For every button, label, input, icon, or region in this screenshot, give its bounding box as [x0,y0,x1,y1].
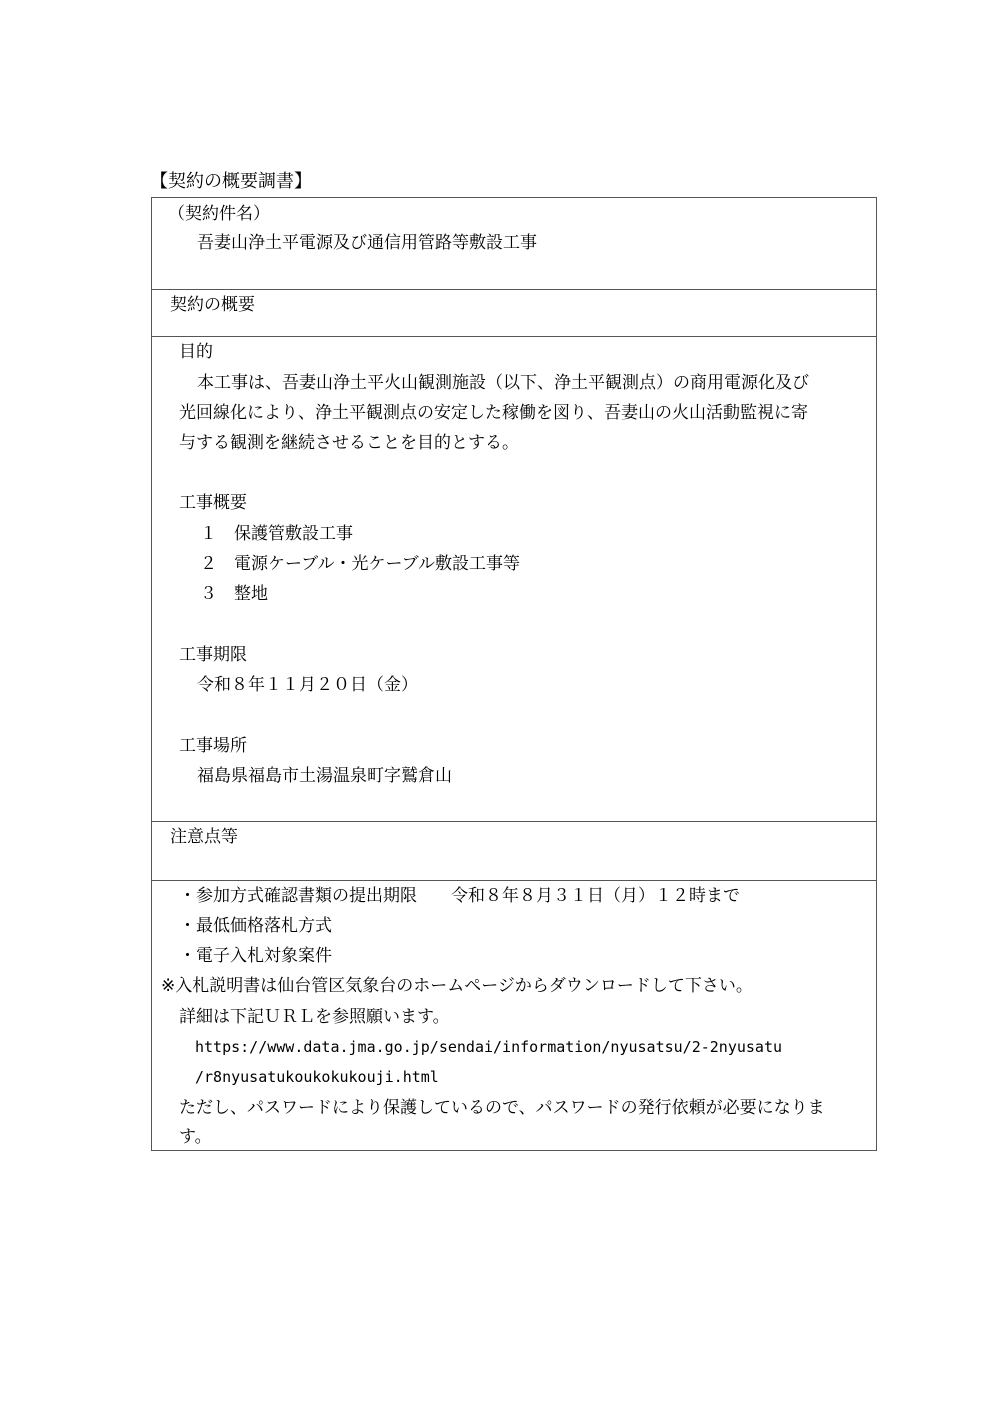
notes-url-line: https://www.data.jma.go.jp/sendai/information/nyusatsu/2-2nyusatu [195,1038,782,1056]
notes-header: 注意点等 [170,827,238,847]
document-heading: 【契約の概要調書】 [150,171,312,192]
work-summary-item: ２ 電源ケーブル・光ケーブル敷設工事等 [200,554,520,574]
notes-detail: 詳細は下記ＵＲＬを参照願います。 [179,1007,450,1027]
purpose-line: 本工事は、吾妻山浄土平火山観測施設（以下、浄土平観測点）の商用電源化及び [197,373,809,393]
contract-summary-table [151,197,877,1151]
notes-bullet: ・最低価格落札方式 [179,916,332,936]
work-summary-item: １ 保護管敷設工事 [200,524,353,544]
divider [152,289,876,290]
notes-password-line: す。 [179,1127,212,1147]
deadline-label: 工事期限 [179,645,247,665]
deadline-value: 令和８年１１月２０日（金） [197,675,418,695]
work-summary-label: 工事概要 [179,493,247,513]
work-summary-item: ３ 整地 [200,584,268,604]
divider [152,821,876,822]
overview-header: 契約の概要 [170,295,255,315]
purpose-line: 光回線化により、浄土平観測点の安定した稼働を図り、吾妻山の火山活動監視に寄 [179,403,808,423]
divider [152,880,876,881]
location-value: 福島県福島市土湯温泉町字鷲倉山 [197,766,452,786]
notes-bullet: ・電子入札対象案件 [179,946,332,966]
contract-name-label: （契約件名） [168,204,270,224]
location-label: 工事場所 [179,736,247,756]
divider [152,336,876,337]
notes-remark: ※入札説明書は仙台管区気象台のホームページからダウンロードして下さい。 [161,976,753,996]
notes-password-line: ただし、パスワードにより保護しているので、パスワードの発行依頼が必要になりま [179,1098,825,1118]
notes-bullet: ・参加方式確認書類の提出期限 令和８年８月３１日（月）１２時まで [179,886,740,906]
purpose-line: 与する観測を継続させることを目的とする。 [179,433,519,453]
purpose-label: 目的 [179,342,213,362]
notes-url-line: /r8nyusatukoukokukouji.html [195,1068,439,1086]
contract-name-value: 吾妻山浄土平電源及び通信用管路等敷設工事 [197,233,537,253]
